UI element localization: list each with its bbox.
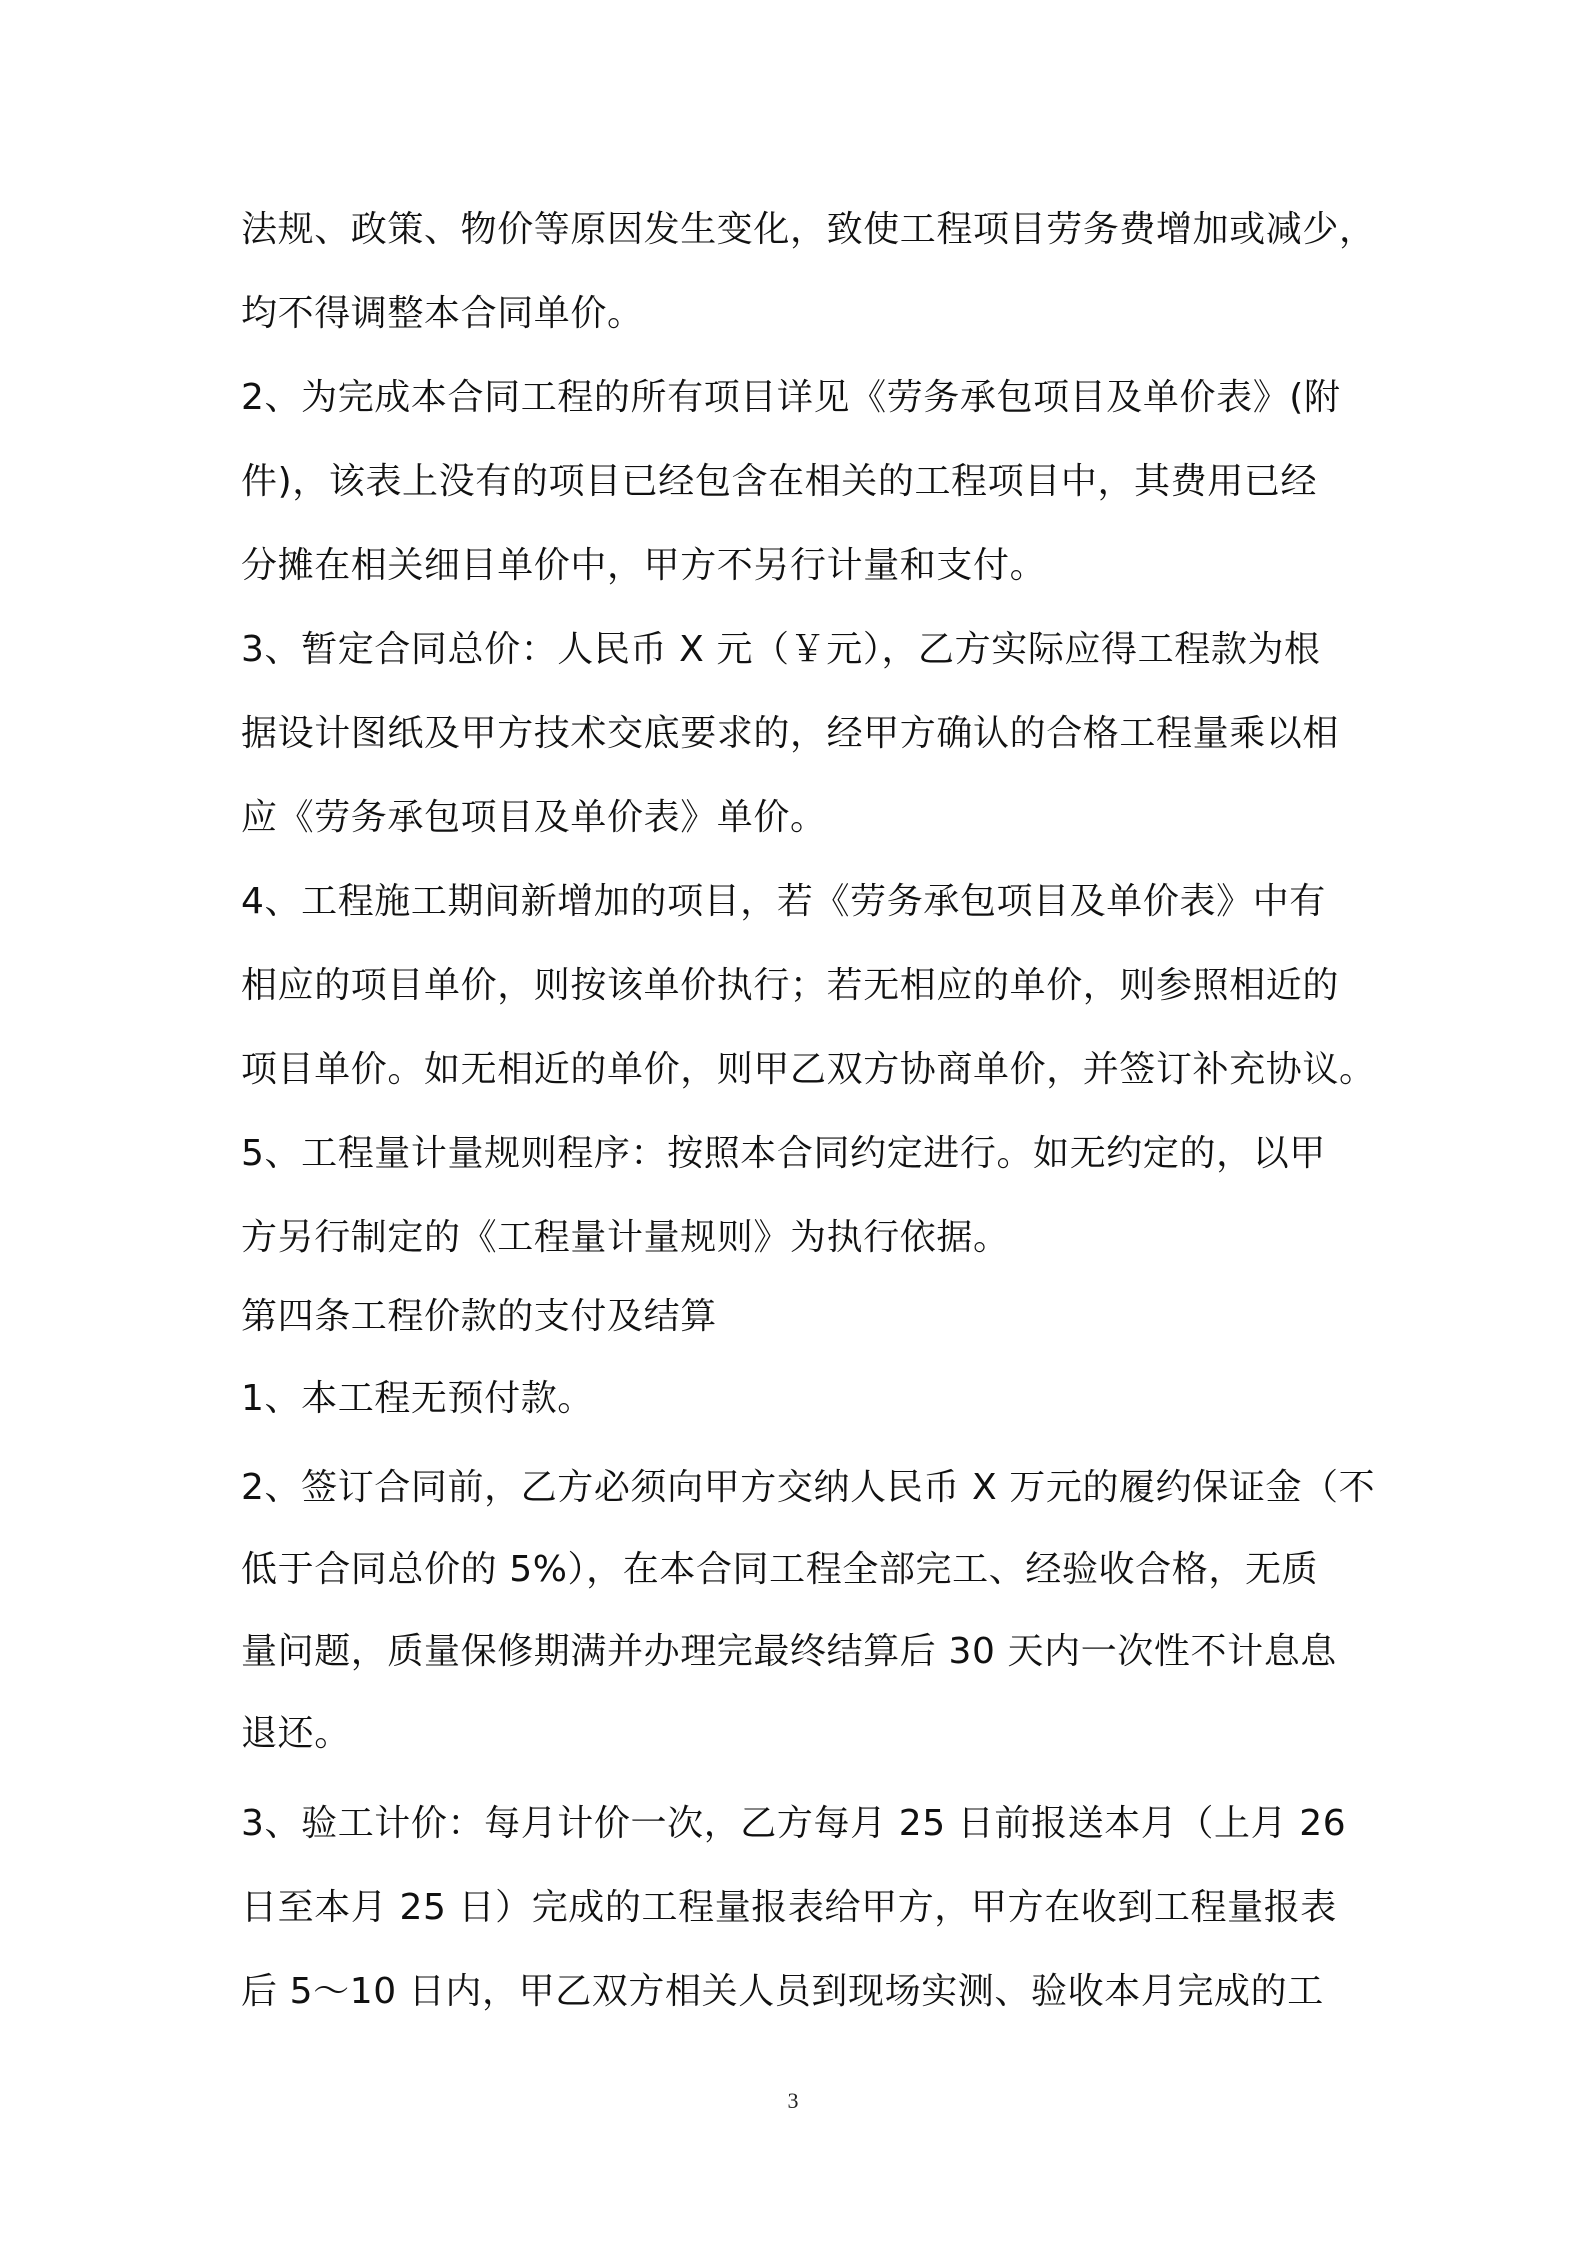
text-line: 4、工程施工期间新增加的项目，若《劳务承包项目及单价表》中有: [241, 881, 1326, 922]
text-line: 后 5～10 日内，甲乙双方相关人员到现场实测、验收本月完成的工: [241, 1971, 1324, 2012]
text-line: 5、工程量计量规则程序：按照本合同约定进行。如无约定的，以甲: [241, 1133, 1326, 1174]
text-line: 退还。: [241, 1713, 351, 1754]
page-number: 3: [787, 2088, 799, 2113]
text-line: 应《劳务承包项目及单价表》单价。: [241, 797, 827, 838]
text-line: 方另行制定的《工程量计量规则》为执行依据。: [241, 1217, 1010, 1258]
text-line: 3、暂定合同总价：人民币 X 元（￥元），乙方实际应得工程款为根: [241, 629, 1321, 670]
text-line: 3、验工计价：每月计价一次，乙方每月 25 日前报送本月（上月 26: [241, 1803, 1347, 1844]
text-line: 法规、政策、物价等原因发生变化，致使工程项目劳务费增加或减少，: [241, 209, 1376, 250]
text-line: 日至本月 25 日）完成的工程量报表给甲方，甲方在收到工程量报表: [241, 1887, 1337, 1928]
text-line: 2、签订合同前，乙方必须向甲方交纳人民币 X 万元的履约保证金（不: [241, 1467, 1376, 1508]
text-line: 件)，该表上没有的项目已经包含在相关的工程项目中，其费用已经: [241, 461, 1318, 502]
text-line: 2、为完成本合同工程的所有项目详见《劳务承包项目及单价表》(附: [241, 377, 1341, 418]
text-line: 1、本工程无预付款。: [241, 1378, 594, 1419]
text-line: 量问题，质量保修期满并办理完最终结算后 30 天内一次性不计息息: [241, 1631, 1337, 1672]
text-line: 相应的项目单价，则按该单价执行；若无相应的单价，则参照相近的: [241, 965, 1340, 1006]
section-heading: 第四条工程价款的支付及结算: [241, 1296, 717, 1337]
text-line: 项目单价。如无相近的单价，则甲乙双方协商单价，并签订补充协议。: [241, 1049, 1376, 1090]
text-line: 均不得调整本合同单价。: [241, 293, 644, 334]
text-line: 分摊在相关细目单价中，甲方不另行计量和支付。: [241, 545, 1047, 586]
text-line: 低于合同总价的 5%），在本合同工程全部完工、经验收合格，无质: [241, 1549, 1319, 1590]
text-line: 据设计图纸及甲方技术交底要求的，经甲方确认的合格工程量乘以相: [241, 713, 1340, 754]
